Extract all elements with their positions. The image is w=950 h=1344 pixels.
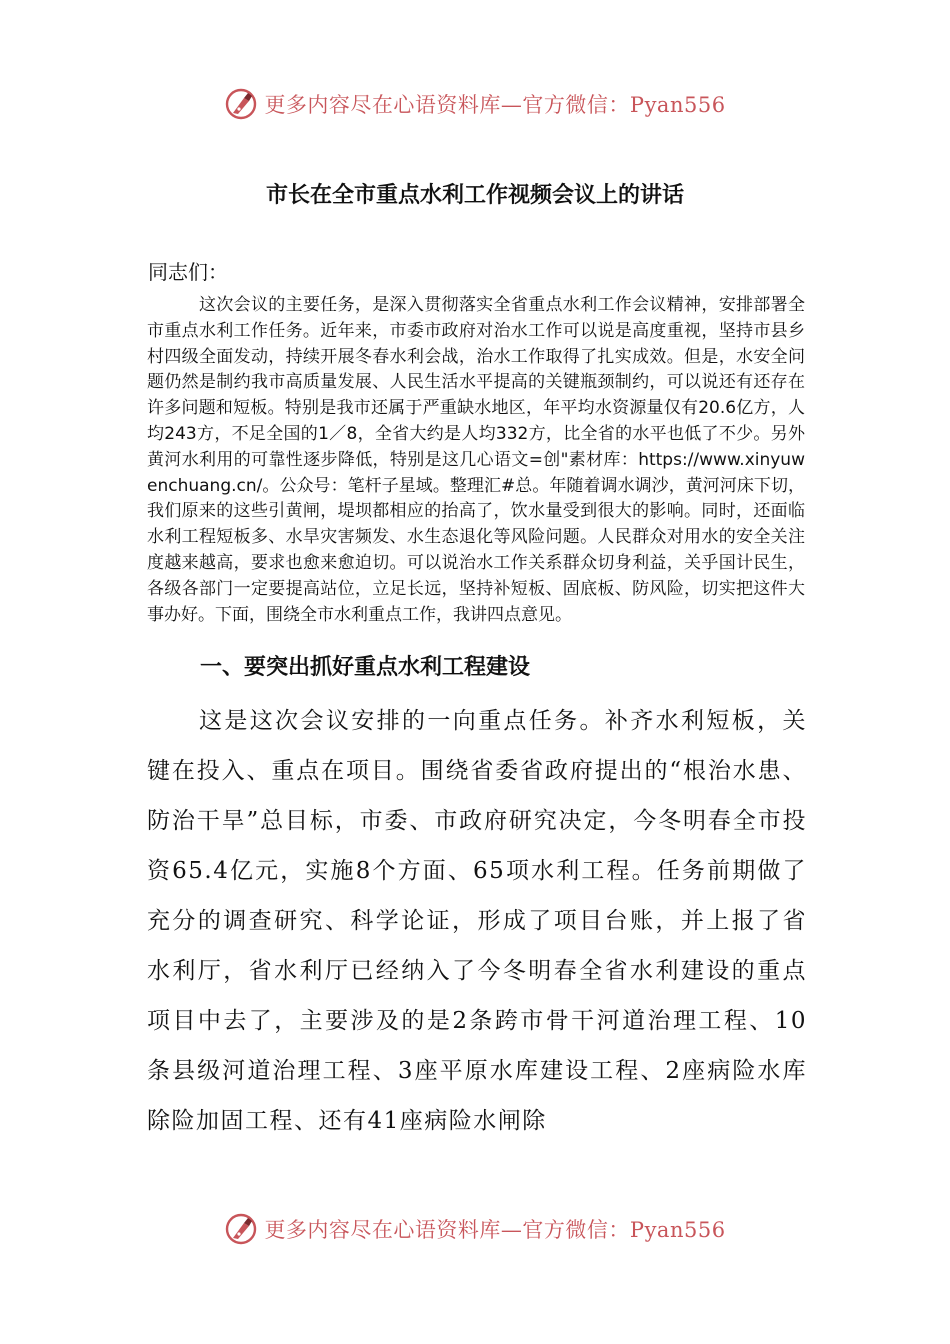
section-1-paragraph: 这是这次会议安排的一向重点任务。补齐水利短板，关键在投入、重点在项目。围绕省委省政府提出的“根治水患、防治干旱”总目标，市委、市政府研究决定，今冬明春全市投资65.4亿元，实施8个方面、65项水利工程。任务前期做了充分的调查研究、科学论证，形成了项目台账，并上报了省水利厅，省水利厅已经纳入了今冬明春全省水利建设的重点项目中去了，主要涉及的是2条跨市骨干河道治理工程、10条县级河道治理工程、3座平原水库建设工程、2座病险水库除险加固工程、还有41座病险水闸除	[147, 708, 807, 1134]
document-title: 市长在全市重点水利工作视频会议上的讲话	[265, 183, 684, 208]
header-watermark-banner	[0, 84, 950, 124]
pen-nib-logo-icon	[224, 1212, 258, 1246]
watermark-text: 更多内容尽在心语资料库—官方微信：Pyan556	[264, 93, 726, 117]
footer-watermark-banner	[0, 1209, 950, 1249]
salutation: 同志们：	[148, 260, 228, 284]
watermark-text: 更多内容尽在心语资料库—官方微信：Pyan556	[264, 1218, 726, 1242]
body-paragraph: 这次会议的主要任务，是深入贯彻落实全省重点水利工作会议精神，安排部署全市重点水利工作任务。近年来，市委市政府对治水工作可以说是高度重视，坚持市县乡村四级全面发动，持续开展冬春水利会战，治水工作取得了扎实成效。但是，水安全问题仍然是制约我市高质量发展、人民生活水平提高的关键瓶颈制约，可以说还有还存在许多问题和短板。特别是我市还属于严重缺水地区，年平均水资源量仅有20.6亿方，人均243方，不足全国的1／8，全省大约是人均332方，比全省的水平也低了不少。另外黄河水利用的可靠性逐步降低，特别是这几心语文=创"素材库：https://www.xinyuwenchuang.cn/。公众号：笔杆子星域。整理汇#总。年随着调水调沙，黄河河床下切，我们原来的这些引黄闸，堤坝都相应的抬高了，饮水量受到很大的影响。同时，还面临水利工程短板多、水旱灾害频发、水生态退化等风险问题。人民群众对用水的安全关注度越来越高，要求也愈来愈迫切。可以说治水工作关系群众切身利益，关乎国计民生，各级各部门一定要提高站位，立足长远，坚持补短板、固底板、防风险，切实把这件大事办好。下面，围绕全市水利重点工作，我讲四点意见。	[147, 295, 805, 625]
section-heading-1: 一、要突出抓好重点水利工程建设	[200, 654, 531, 680]
pen-nib-logo-icon	[224, 87, 258, 121]
